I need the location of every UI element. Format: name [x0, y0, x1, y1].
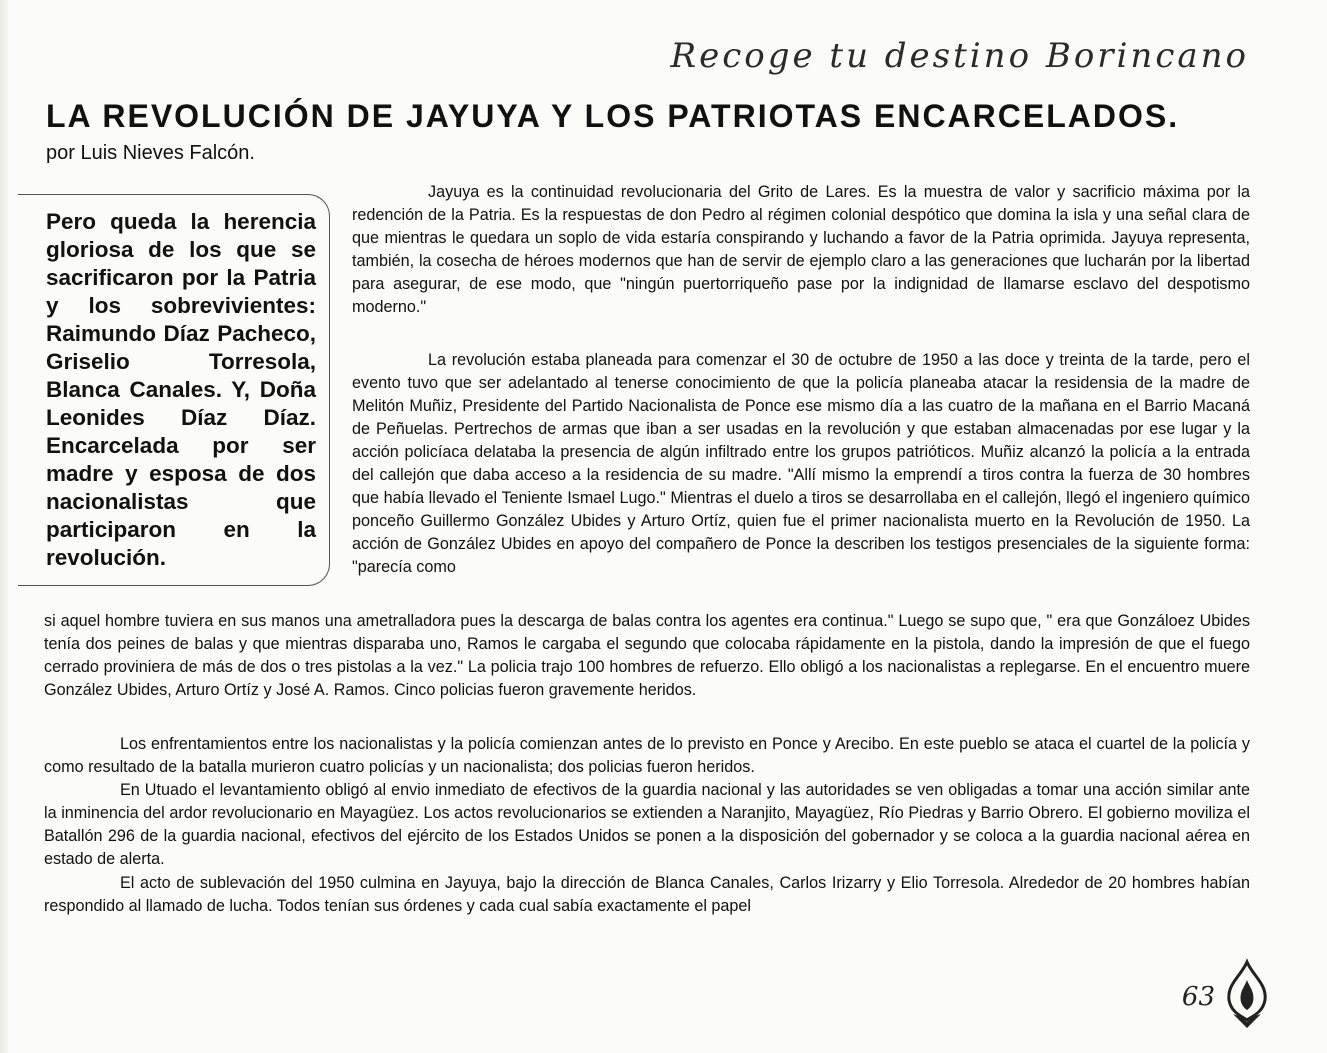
paragraph-4: En Utuado el levantamiento obligó al envio inmediato de efectivos de la guardia nacional y las autoridades se ven obligadas a tomar una acción similar ante la inminencia del ardor revolucionario en Mayagüez. Los actos revolucionarios se extienden a Naranjito, Mayagüez, Río Piedras y Barrio Obrero. El gobierno moviliza el Batallón 296 de la guardia nacional, efectivos del ejército de los Estados Unidos se ponen a la disposición del gobernador y se coloca a la guardia nacional aérea en estado de alerta. — [44, 781, 1250, 868]
page-number: 63 — [1181, 982, 1215, 1012]
page-edge — [0, 0, 8, 1053]
article-title: LA REVOLUCIÓN DE JAYUYA Y LOS PATRIOTAS ENCARCELADOS. — [46, 98, 1180, 134]
running-head: Recoge tu destino Borincano — [670, 36, 1249, 76]
paragraph-2-column: La revolución estaba planeada para comenzar el 30 de octubre de 1950 a las doce y treinta de la tarde, pero el evento tuvo que ser adelantado al tenerse conocimiento de que la policía planeaba atacar la residensia de la madre de Melitón Muñiz, Presidente del Partido Nacionalista de Ponce ese mismo día a las cuatro de la mañana en el Barrio Macaná de Peñuelas. Pertrechos de armas que iban a ser usadas en la revolución y que estaban almacenadas por ese lugar y la acción policíaca delataba la presencia de algún infiltrado entre los grupos patrióticos. Muñiz alcanzó la policía a la entrada del callejón que daba acceso a la residencia de su madre. "Allí mismo la emprendí a tiros contra la fuerza de 30 hombres que había llevado el Teniente Ismael Lugo." Mientras el duelo a tiros se desarrollaba en el callejón, llegó el ingeniero químico ponceño Guillermo González Ubides y Arturo Ortíz, quien fue el primer nacionalista muerto en la Revolución de 1950. La acción de González Ubides en apoyo del compañero de Ponce la describen los testigos presenciales de la siguiente forma: "parecía como — [352, 351, 1250, 576]
paragraph-5: El acto de sublevación del 1950 culmina en Jayuya, bajo la dirección de Blanca Canales, Carlos Irizarry y Elio Torresola. Alrededor de 20 hombres habían respondido al llamado de lucha. Todos tenían sus órdenes y cada cual sabía exactamente el papel — [44, 874, 1250, 915]
flame-ornament-icon — [1219, 958, 1275, 1030]
paragraph-2-continued: si aquel hombre tuviera en sus manos una ametralladora pues la descarga de balas contra los agentes era continua." Luego se supo que, " era que Gonzáloez Ubides tenía dos peines de balas y que mientras disparaba uno, Ramos le cargaba el segundo que colocaba rápidamente en la pistola, dando la impresión de que el fuego cerrado proviniera de más de dos o tres pistolas a la vez." La policia trajo 100 hombres de refuerzo. Ello obligó a los nacionalistas a replegarse. En el encuentro muere González Ubides, Arturo Ortíz y José A. Ramos. Cinco policias fueron gravemente heridos. — [44, 612, 1250, 699]
pull-quote-text: Pero queda la herencia gloriosa de los que se sacrificaron por la Patria y los sobrevivientes: Raimundo Díaz Pacheco, Griselio Torresola, Blanca Canales. Y, Doña Leonides Díaz Díaz. Encarcelada por ser madre y esposa de dos nacionalistas que participaron en la revolución. — [46, 209, 316, 570]
paragraph-3: Los enfrentamientos entre los nacionalistas y la policía comienzan antes de lo previsto en Ponce y Arecibo. En este pueblo se ataca el cuartel de la policía y como resultado de la batalla murieron cuatro policías y un nacionalista; dos policias fueron heridos. — [44, 735, 1250, 776]
article-byline: por Luis Nieves Falcón. — [46, 142, 255, 164]
paragraph-1: Jayuya es la continuidad revolucionaria del Grito de Lares. Es la muestra de valor y sacrificio máxima por la redención de la Patria. Es la respuestas de don Pedro al régimen colonial despótico que domina la isla y una señal clara de que mientras le quedara un soplo de vida estaría conspirando y luchando a favor de la Patria oprimida. Jayuya representa, también, la cosecha de héroes modernos que han de servir de ejemplo claro a las generaciones que lucharán por la libertad para asegurar, de ese modo, que "ningún puertorriqueño pase por la indignidad de llamarse esclavo del despotismo moderno." — [352, 183, 1250, 316]
